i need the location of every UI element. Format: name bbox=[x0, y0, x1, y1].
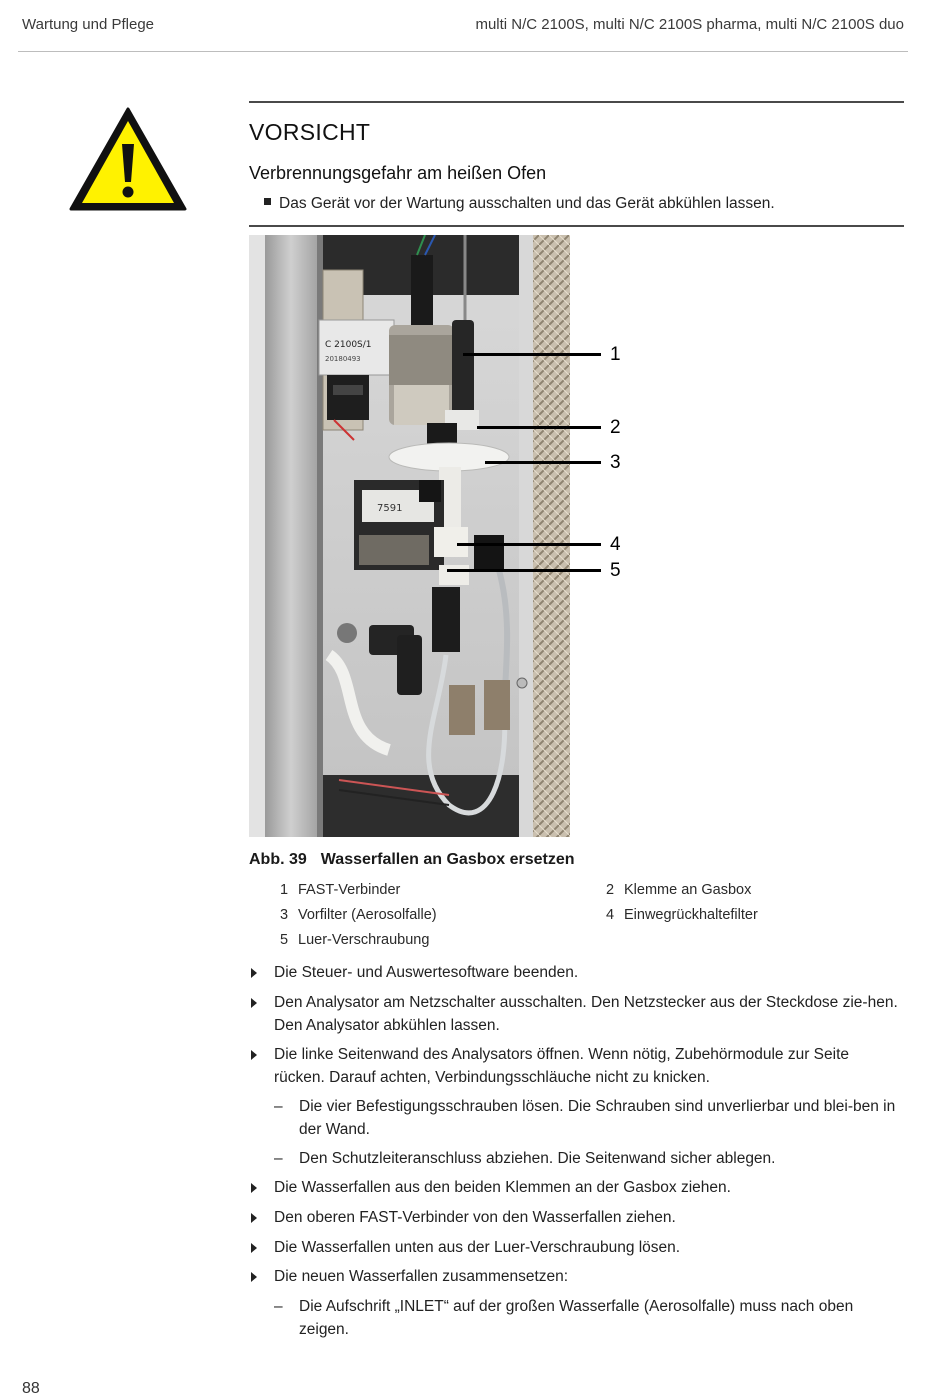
step-arrow-icon bbox=[251, 1050, 257, 1060]
warning-bottom-rule bbox=[249, 225, 904, 227]
legend-item: 3 Vorfilter (Aerosolfalle) bbox=[280, 907, 437, 923]
warning-subtitle: Verbrennungsgefahr am heißen Ofen bbox=[249, 163, 547, 183]
header-divider bbox=[18, 51, 908, 52]
page-number: 88 bbox=[22, 1380, 40, 1397]
legend-item: 2 Klemme an Gasbox bbox=[606, 882, 752, 898]
step-item: Die Wasserfallen unten aus der Luer-Verschraubung lösen. bbox=[249, 1236, 904, 1259]
warning-top-rule bbox=[249, 101, 904, 103]
part-number-label: 7591 bbox=[377, 503, 403, 514]
running-header-section: Wartung und Pflege bbox=[22, 16, 155, 33]
legend-item: 4 Einwegrückhaltefilter bbox=[606, 907, 758, 923]
callout-line-1 bbox=[463, 353, 601, 356]
legend-item: 1 FAST-Verbinder bbox=[280, 882, 401, 898]
warning-triangle-icon bbox=[68, 106, 188, 212]
step-item: Die neuen Wasserfallen zusammensetzen: bbox=[249, 1265, 904, 1288]
substep-item: – Die vier Befestigungsschrauben lösen. Die Schrauben sind unverlierbar und blei-ben in der Wand. bbox=[274, 1095, 904, 1141]
figure-title: Wasserfallen an Gasbox ersetzen bbox=[320, 851, 575, 868]
legend-item: 5 Luer-Verschraubung bbox=[280, 932, 430, 948]
callout-number-1: 1 bbox=[610, 344, 621, 365]
plate-serial: 20180493 bbox=[325, 355, 361, 363]
figure-caption bbox=[249, 851, 575, 869]
step-item: Den oberen FAST-Verbinder von den Wasserfallen ziehen. bbox=[249, 1206, 904, 1229]
step-item: Den Analysator am Netzschalter ausschalten. Den Netzstecker aus der Steckdose zie-hen. Den Analysator abkühlen lassen. bbox=[249, 991, 904, 1037]
callout-number-4: 4 bbox=[610, 534, 621, 555]
step-item: Die Wasserfallen aus den beiden Klemmen an der Gasbox ziehen. bbox=[249, 1176, 904, 1199]
figure-photo bbox=[249, 235, 570, 837]
step-arrow-icon bbox=[251, 968, 257, 978]
step-arrow-icon bbox=[251, 1183, 257, 1193]
callout-number-3: 3 bbox=[610, 452, 621, 473]
step-arrow-icon bbox=[251, 998, 257, 1008]
warning-item-text: Das Gerät vor der Wartung ausschalten und das Gerät abkühlen lassen. bbox=[279, 195, 775, 212]
figure-number: Abb. 39 bbox=[249, 851, 307, 868]
callout-number-2: 2 bbox=[610, 417, 621, 438]
dash-marker: – bbox=[274, 1098, 283, 1115]
callout-line-5 bbox=[447, 569, 601, 572]
substep-item: – Den Schutzleiteranschluss abziehen. Die Seitenwand sicher ablegen. bbox=[274, 1147, 904, 1170]
running-header-title: multi N/C 2100S, multi N/C 2100S pharma, multi N/C 2100S duo bbox=[475, 16, 904, 33]
warning-title: VORSICHT bbox=[249, 119, 371, 145]
step-arrow-icon bbox=[251, 1272, 257, 1282]
callout-line-2 bbox=[477, 426, 601, 429]
substep-item: – Die Aufschrift „INLET“ auf der großen Wasserfalle (Aerosolfalle) muss nach oben zeigen. bbox=[274, 1295, 904, 1341]
plate-label: C 2100S/1 bbox=[325, 340, 372, 350]
dash-marker: – bbox=[274, 1298, 283, 1315]
step-arrow-icon bbox=[251, 1213, 257, 1223]
step-arrow-icon bbox=[251, 1243, 257, 1253]
warning-list-item bbox=[264, 195, 775, 213]
callout-line-4 bbox=[457, 543, 601, 546]
callout-number-5: 5 bbox=[610, 560, 621, 581]
dash-marker: – bbox=[274, 1150, 283, 1167]
step-item: Die Steuer- und Auswertesoftware beenden. bbox=[249, 961, 904, 984]
callout-line-3 bbox=[485, 461, 601, 464]
square-bullet-icon bbox=[264, 198, 271, 205]
step-item: Die linke Seitenwand des Analysators öffnen. Wenn nötig, Zubehörmodule zur Seite rücken. Darauf achten, Verbindungsschläuche nicht zu knicken. bbox=[249, 1043, 904, 1089]
